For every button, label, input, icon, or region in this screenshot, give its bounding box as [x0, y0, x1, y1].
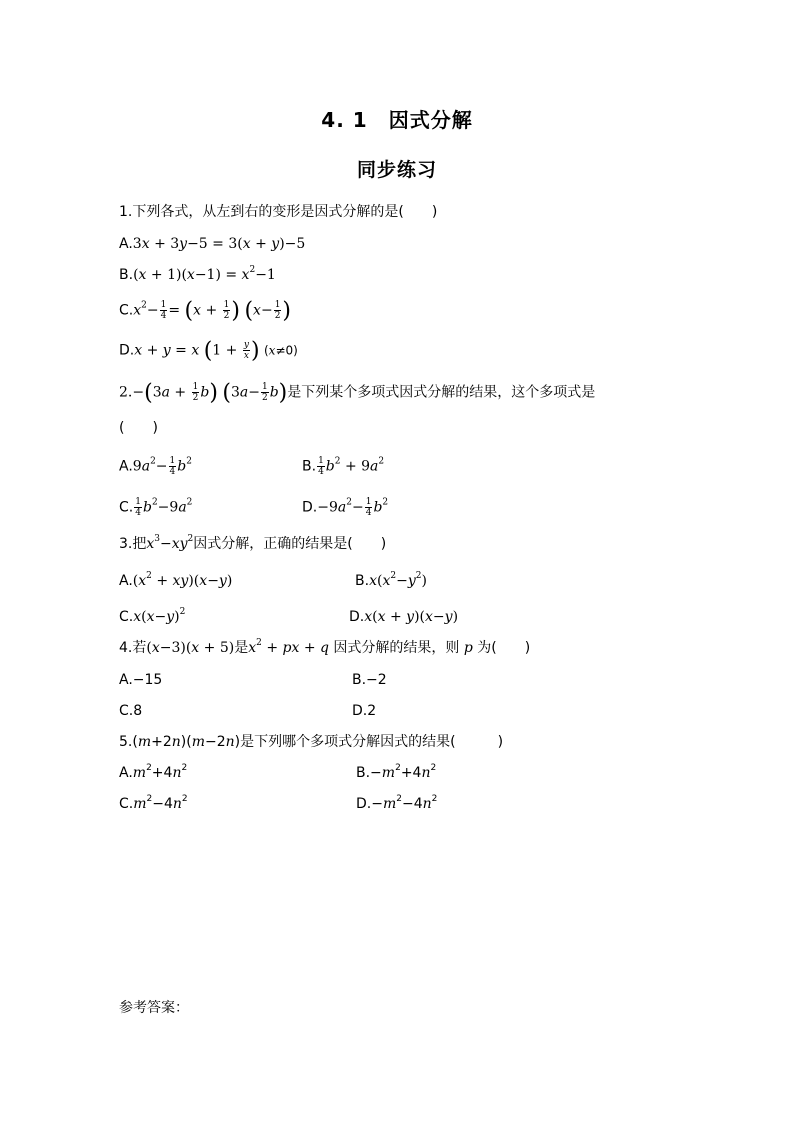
- question-4-stem: 4.若(x−3)(x + 5)是$x^2$ + px + q 因式分解的结果，则 p 为( ): [119, 638, 531, 656]
- question-5-option-c: $C.m^2-4n^2$: [119, 794, 188, 812]
- question-1-option-d: D.x + y = x (1 + $\frac{y}{x}$ ) (x≠0): [119, 338, 298, 364]
- question-5-stem: 5.(m+2n)(m−2n)是下列哪个多项式分解因式的结果( ): [119, 734, 504, 750]
- question-5-option-b: $B.-m^2+4n^2$: [356, 763, 437, 781]
- question-1-option-b: $B.(x + 1)(x-1) = x^2-1$: [119, 265, 276, 283]
- question-4-option-b: B.−2: [352, 672, 387, 688]
- page-title: 4. 1 因式分解: [321, 108, 473, 132]
- question-1-stem: 1.下列各式，从左到右的变形是因式分解的是( ): [119, 204, 438, 220]
- question-3-option-a: $A.(x^2 + xy)(x-y)$: [119, 571, 233, 589]
- question-3-option-d: D.x(x + y)(x−y): [349, 609, 459, 625]
- question-1-option-c: $C.x^2-$ $\frac{1}{4}$ = (x + $\frac{1}{2}$ ) (x− $\frac{1}{2}$ ): [119, 298, 292, 324]
- question-2-option-c: C. $\frac{1}{4}$ $b^2-9a^2$: [119, 497, 193, 518]
- question-3-option-b: $B.x(x^2-y^2)$: [355, 571, 427, 589]
- question-5-option-a: $A.m^2+4n^2$: [119, 763, 188, 781]
- question-4-option-a: A.−15: [119, 672, 163, 688]
- question-2-option-b: B. $\frac{1}{4}$ $b^2 + 9a^2$: [302, 456, 385, 477]
- question-1-option-a: A.3x + 3y−5 = 3(x + y)−5: [119, 236, 306, 252]
- question-3-option-c: $C.x(x-y)^2$: [119, 607, 186, 625]
- question-2-stem: 2.−(3a + $\frac{1}{2}$ b) (3a− $\frac{1}{2}$ b)是下列某个多项式因式分解的结果，这个多项式是: [119, 380, 596, 406]
- question-2-stem-cont: ( ): [119, 420, 158, 436]
- question-3-stem: 3.把$x^3-xy^2$因式分解，正确的结果是( ): [119, 534, 387, 552]
- answer-heading: 参考答案：: [119, 1000, 189, 1016]
- question-5-option-d: $D.-m^2-4n^2$: [356, 794, 438, 812]
- question-4-option-c: C.8: [119, 703, 143, 719]
- question-2-option-a: $A.9a^2-$ $\frac{1}{4}$ $b^2$: [119, 456, 192, 477]
- question-2-option-d: $D.-9a^2-$ $\frac{1}{4}$ $b^2$: [302, 497, 389, 518]
- page-subtitle: 同步练习: [356, 159, 437, 181]
- question-4-option-d: D.2: [352, 703, 377, 719]
